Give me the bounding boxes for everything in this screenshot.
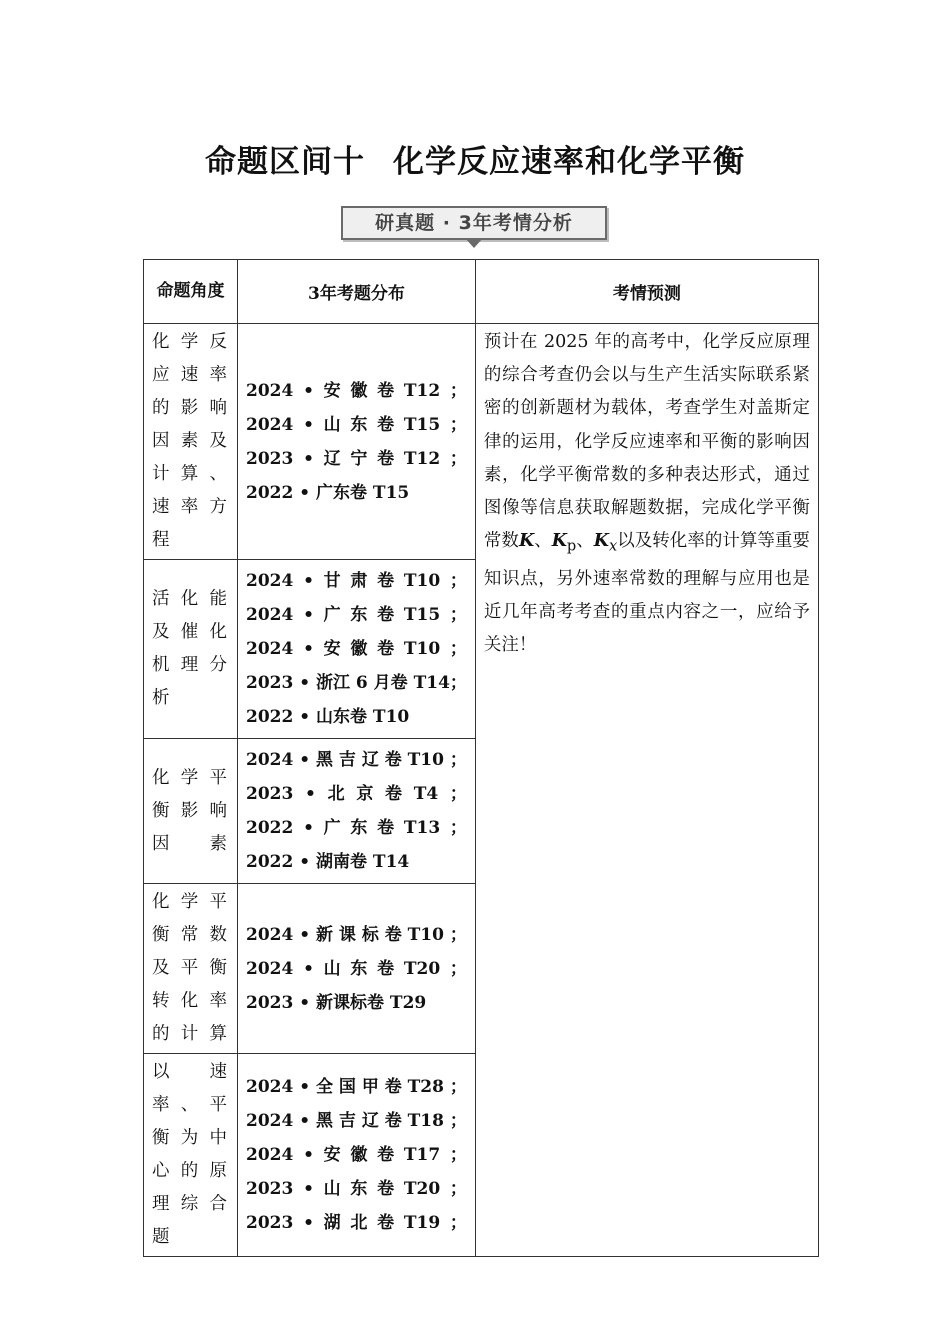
exam-token: 徽 [350, 1145, 368, 1165]
exam-token: • [303, 448, 314, 469]
exam-token: T15 [403, 414, 441, 435]
exam-token: 2022 • 广东卷 T15 [246, 482, 410, 503]
exam-token: 东 [350, 818, 368, 838]
category-cell: 化学平衡常数及平衡转化率的计算 [144, 884, 238, 1054]
exam-token: 2024 [246, 380, 294, 401]
exam-token: 国 [338, 1077, 356, 1097]
exam-token: 卷 [377, 818, 395, 838]
exam-token: 徽 [350, 380, 368, 401]
prediction-sep1: 、 [534, 531, 552, 552]
exam-entry [246, 700, 467, 734]
exam-entry [246, 374, 467, 408]
exams-cell [238, 560, 476, 739]
exam-token: • [303, 1213, 314, 1233]
exam-entry [246, 632, 467, 666]
exam-token: T28 [407, 1077, 444, 1097]
exam-token: 东 [350, 1179, 368, 1199]
exam-token: 2024 [246, 958, 294, 979]
exam-token: ； [449, 605, 467, 625]
exam-entry [246, 442, 467, 476]
exam-token: 卷 [384, 750, 402, 770]
exam-token: 北 [350, 1213, 368, 1233]
exam-token: 2024 [246, 639, 294, 659]
exam-token: 广 [323, 818, 341, 838]
exam-token: 2022 [246, 818, 294, 838]
exams-cell [238, 739, 476, 884]
exam-token: • [299, 1111, 311, 1131]
exam-token: 卷 [377, 958, 395, 979]
exam-token: 山 [323, 958, 341, 979]
exam-token: • [303, 958, 314, 979]
exam-token: T10 [407, 750, 444, 770]
exam-token: T12 [403, 380, 441, 401]
banner-label: 研真题 · 3年考情分析 [341, 206, 607, 240]
exam-token: 卷 [377, 639, 395, 659]
exam-token: 甘 [323, 571, 341, 591]
exam-token: 2024 [246, 1111, 294, 1131]
exam-token: ； [449, 1077, 467, 1097]
exam-entry [246, 408, 467, 442]
exam-token: 辽 [361, 1111, 379, 1131]
exam-entry [246, 1070, 467, 1104]
prediction-k2: K [551, 531, 567, 552]
exam-token: 东 [350, 958, 368, 979]
exam-entry [246, 918, 467, 952]
prediction-k2-sub: p [566, 537, 577, 555]
prediction-k3: K [593, 531, 610, 552]
exam-entry [246, 476, 467, 510]
exam-token: 2023 [246, 784, 294, 804]
exam-token: ； [449, 414, 467, 435]
exam-token: 宁 [350, 448, 368, 469]
exam-token: 安 [323, 1145, 341, 1165]
exam-token: ； [449, 958, 467, 979]
category-cell: 化学反应速率的影响因素及计算、速率方程 [144, 324, 238, 560]
header-distribution: 3年考题分布 [238, 260, 476, 324]
exam-token: ； [449, 1213, 467, 1233]
exam-token: 卷 [377, 1213, 395, 1233]
exam-token: T10 [403, 639, 441, 659]
exam-token: 2024 [246, 414, 294, 435]
exam-token: • [303, 571, 314, 591]
exam-entry [246, 777, 467, 811]
exam-token: 卷 [385, 784, 403, 804]
exam-token: ； [449, 448, 467, 469]
exam-token: 北 [327, 784, 345, 804]
exam-token: ； [449, 818, 467, 838]
exam-token: T19 [403, 1213, 441, 1233]
exam-token: • [299, 1077, 311, 1097]
exam-token: 卷 [384, 1077, 402, 1097]
exam-entry [246, 743, 467, 777]
exam-token: ； [449, 750, 467, 770]
exam-token: T10 [403, 571, 441, 591]
exam-token: ； [449, 1111, 467, 1131]
exam-token: ； [449, 380, 467, 401]
exam-token: 黑 [316, 750, 334, 770]
exam-token: ； [449, 639, 467, 659]
prediction-sep2: 、 [576, 531, 594, 552]
exam-token: 全 [316, 1077, 334, 1097]
exam-token: 2024 [246, 1077, 294, 1097]
exams-cell [238, 324, 476, 560]
exam-token: T10 [407, 924, 444, 945]
exam-token: T4 [413, 784, 439, 804]
exam-entry [246, 952, 467, 986]
exam-token: 2022 • 山东卷 T10 [246, 707, 410, 727]
exam-token: 山 [323, 1179, 341, 1199]
exam-token: 东 [350, 414, 368, 435]
exam-entry [246, 564, 467, 598]
table-header-row [144, 260, 819, 324]
exam-token: ； [449, 924, 467, 945]
exam-token: 2024 [246, 571, 294, 591]
exam-entry [246, 1104, 467, 1138]
exam-token: 2022 • 湖南卷 T14 [246, 852, 410, 872]
exam-token: 卷 [384, 1111, 402, 1131]
exam-token: • [299, 924, 311, 945]
exam-token: 安 [323, 380, 341, 401]
exam-token: 2023 [246, 448, 294, 469]
header-angle: 命题角度 [144, 260, 238, 324]
category-cell: 活化能及催化机理分析 [144, 560, 238, 739]
exam-token: 卷 [384, 924, 402, 945]
section-banner [341, 206, 609, 252]
category-cell: 化学平衡影响因素 [144, 739, 238, 884]
prediction-text-after: 以及转化率的计算等重要知识点，另外速率常数的理解与应用也是近几年高考考查的重点内容之一，应给予关注！ [483, 531, 810, 656]
page-title [0, 136, 950, 181]
exam-entry [246, 598, 467, 632]
exam-entry [246, 1138, 467, 1172]
exam-token: 2024 [246, 750, 294, 770]
exam-token: 卷 [377, 605, 395, 625]
exam-token: • [303, 639, 314, 659]
exam-token: • [303, 1145, 314, 1165]
exam-token: 甲 [361, 1077, 379, 1097]
exam-token: 东 [350, 605, 368, 625]
exam-token: 卷 [377, 448, 395, 469]
exam-token: 吉 [338, 750, 356, 770]
exam-token: • [303, 1179, 314, 1199]
exam-token: 卷 [377, 571, 395, 591]
prediction-text-before: 预计在 2025 年的高考中，化学反应原理的综合考查仍会以与生产生活实际联系紧密的创新题材为载体，考查学生对盖斯定律的运用，化学反应速率和平衡的影响因素，化学平衡常数的多种表达形式，通过图像等信息获取解题数据，完成化学平衡常数 [483, 332, 810, 552]
exam-token: 2023 [246, 1179, 294, 1199]
exam-token: ； [449, 571, 467, 591]
exam-token: 黑 [316, 1111, 334, 1131]
exam-token: 新 [316, 924, 334, 945]
exam-token: 2023 [246, 1213, 294, 1233]
banner-pointer-icon [465, 238, 483, 248]
exam-entry [246, 1206, 467, 1240]
exam-entry [246, 845, 467, 879]
exam-token: ； [449, 784, 467, 804]
exam-token: T13 [403, 818, 441, 838]
header-prediction: 考情预测 [475, 260, 818, 324]
exam-token: 2023 • 浙江 6 月卷 T14； [246, 673, 467, 693]
exam-token: • [303, 605, 314, 625]
exam-entry [246, 1172, 467, 1206]
table-row [144, 324, 819, 560]
exam-token: T20 [403, 1179, 441, 1199]
exam-token: T20 [403, 958, 441, 979]
exam-token: 课 [338, 924, 356, 945]
exam-token: • [305, 784, 316, 804]
exam-token: 山 [323, 414, 341, 435]
exam-token: 京 [356, 784, 374, 804]
exam-token: T17 [403, 1145, 441, 1165]
exam-entry [246, 986, 467, 1020]
exam-token: 卷 [377, 380, 395, 401]
exam-token: 卷 [377, 1179, 395, 1199]
title-part2: 化学反应速率和化学平衡 [393, 144, 745, 180]
prediction-cell [475, 324, 818, 1257]
exam-token: 肃 [350, 571, 368, 591]
exam-token: 标 [361, 924, 379, 945]
exam-token: T15 [403, 605, 441, 625]
exam-token: 2023 • 新课标卷 T29 [246, 992, 427, 1013]
exam-token: • [299, 750, 311, 770]
exam-token: 湖 [323, 1213, 341, 1233]
exam-token: ； [449, 1179, 467, 1199]
exam-token: 广 [323, 605, 341, 625]
exam-token: T12 [403, 448, 441, 469]
exam-token: 卷 [377, 414, 395, 435]
exam-token: 2024 [246, 1145, 294, 1165]
exam-token: 2024 [246, 924, 294, 945]
exam-token: 辽 [323, 448, 341, 469]
exam-token: 卷 [377, 1145, 395, 1165]
exams-cell [238, 1054, 476, 1257]
exam-token: • [303, 380, 314, 401]
exam-token: • [303, 414, 314, 435]
title-part1: 命题区间十 [205, 144, 365, 180]
exam-entry [246, 811, 467, 845]
exam-token: 2024 [246, 605, 294, 625]
prediction-k1: K [518, 531, 535, 552]
exam-token: • [303, 818, 314, 838]
exam-token: 辽 [361, 750, 379, 770]
exam-entry [246, 666, 467, 700]
exam-token: T18 [407, 1111, 444, 1131]
exam-token: 吉 [338, 1111, 356, 1131]
exam-token: 徽 [350, 639, 368, 659]
prediction-k3-sub: x [609, 537, 618, 555]
exam-analysis-table [143, 259, 819, 1257]
exam-token: 安 [323, 639, 341, 659]
category-cell: 以速率、平衡为中心的原理综合题 [144, 1054, 238, 1257]
exam-token: ； [449, 1145, 467, 1165]
exams-cell [238, 884, 476, 1054]
